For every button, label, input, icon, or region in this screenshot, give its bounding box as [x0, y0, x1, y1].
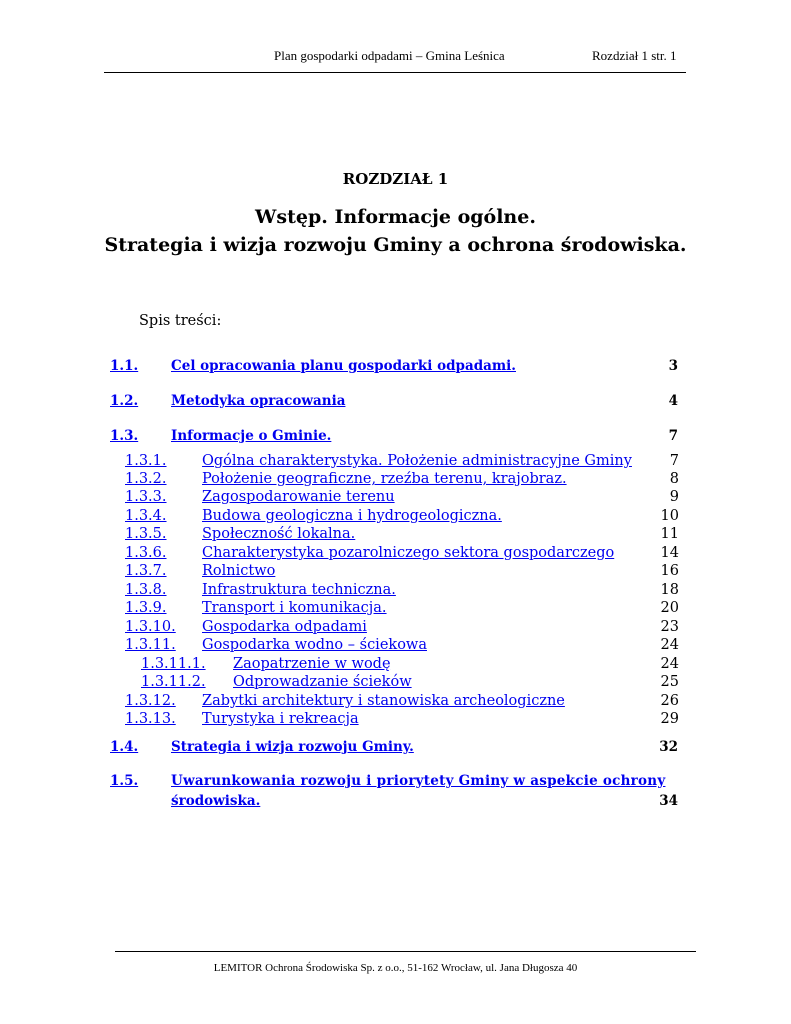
toc-entry-number[interactable]: 1.3.2. — [125, 471, 167, 487]
toc-entry-link[interactable]: Społeczność lokalna. — [202, 526, 356, 542]
toc-entry-link[interactable]: Infrastruktura techniczna. — [202, 582, 396, 598]
toc-entry-page: 7 — [668, 428, 678, 444]
toc-entry-link[interactable]: Gospodarka wodno – ściekowa — [202, 637, 427, 653]
toc-entry-page: 24 — [660, 637, 679, 653]
toc-entry-link[interactable]: Położenie geograficzne, rzeźba terenu, krajobraz. — [202, 471, 567, 487]
toc-entry-page: 24 — [660, 656, 679, 672]
toc-entry-page: 16 — [660, 563, 679, 579]
toc-entry-page: 14 — [660, 545, 679, 561]
toc-entry-page: 20 — [660, 600, 679, 616]
toc-entry-number[interactable]: 1.3.12. — [125, 693, 176, 709]
toc-entry-number[interactable]: 1.1. — [110, 358, 139, 374]
page-title-line-1: Wstęp. Informacje ogólne. — [255, 206, 536, 228]
toc-entry-page: 10 — [660, 508, 679, 524]
toc-entry-link[interactable]: Ogólna charakterystyka. Położenie administracyjne Gminy — [202, 453, 632, 469]
toc-entry-number[interactable]: 1.3.5. — [125, 526, 167, 542]
running-header-page: Rozdział 1 str. 1 — [592, 48, 677, 63]
footer-rule — [115, 951, 696, 952]
toc-entry-link[interactable]: Budowa geologiczna i hydrogeologiczna. — [202, 508, 502, 524]
toc-entry-link[interactable]: Zabytki architektury i stanowiska archeologiczne — [202, 693, 565, 709]
toc-entry-number[interactable]: 1.3.11.2. — [141, 674, 206, 690]
toc-entry-number[interactable]: 1.3.13. — [125, 711, 176, 727]
running-header-title: Plan gospodarki odpadami – Gmina Leśnica — [274, 48, 505, 63]
toc-entry-link[interactable]: Zaopatrzenie w wodę — [233, 656, 391, 672]
toc-entry-number[interactable]: 1.3.11.1. — [141, 656, 206, 672]
toc-entry-link[interactable]: Zagospodarowanie terenu — [202, 489, 395, 505]
toc-entry-link[interactable]: Metodyka opracowania — [171, 393, 346, 409]
toc-entry-link[interactable]: Transport i komunikacja. — [202, 600, 387, 616]
page-footer: LEMITOR Ochrona Środowiska Sp. z o.o., 51-162 Wrocław, ul. Jana Długosza 40 — [213, 962, 578, 974]
toc-entry-page: 9 — [669, 489, 679, 505]
toc-entry-number[interactable]: 1.3.1. — [125, 453, 167, 469]
toc-entry-number[interactable]: 1.4. — [110, 739, 139, 755]
toc-entry-link[interactable]: Strategia i wizja rozwoju Gminy. — [171, 739, 414, 755]
toc-entry-link[interactable]: Cel opracowania planu gospodarki odpadami. — [171, 358, 516, 374]
toc-entry-page: 26 — [660, 693, 679, 709]
toc-entry-page: 8 — [669, 471, 679, 487]
toc-entry-page: 4 — [668, 393, 678, 409]
toc-entry-number[interactable]: 1.3.6. — [125, 545, 167, 561]
toc-entry-page: 32 — [659, 739, 678, 755]
toc-label: Spis treści: — [139, 313, 222, 329]
toc-entry-page: 11 — [660, 526, 679, 542]
toc-entry-page: 34 — [659, 793, 678, 809]
toc-entry-link[interactable]: Rolnictwo — [202, 563, 276, 579]
toc-entry-page: 23 — [660, 619, 679, 635]
header-rule — [104, 72, 686, 73]
toc-entry-link[interactable]: Gospodarka odpadami — [202, 619, 367, 635]
toc-entry-link[interactable]: Uwarunkowania rozwoju i priorytety Gminy w aspekcie ochrony — [171, 773, 666, 789]
toc-entry-link[interactable]: Charakterystyka pozarolniczego sektora gospodarczego — [202, 545, 615, 561]
toc-entry-page: 18 — [660, 582, 679, 598]
toc-entry-link[interactable]: Turystyka i rekreacja — [202, 711, 359, 727]
toc-entry-number[interactable]: 1.3. — [110, 428, 139, 444]
chapter-heading: ROZDZIAŁ 1 — [342, 170, 449, 188]
toc-entry-page: 25 — [660, 674, 679, 690]
toc-entry-number[interactable]: 1.3.10. — [125, 619, 176, 635]
page-title-line-2: Strategia i wizja rozwoju Gminy a ochrona środowiska. — [104, 234, 687, 256]
toc-entry-link[interactable]: Informacje o Gminie. — [171, 428, 332, 444]
toc-entry-number[interactable]: 1.3.4. — [125, 508, 167, 524]
toc-entry-number[interactable]: 1.3.3. — [125, 489, 167, 505]
toc-entry-number[interactable]: 1.3.8. — [125, 582, 167, 598]
toc-entry-number[interactable]: 1.5. — [110, 773, 139, 789]
toc-entry-number[interactable]: 1.3.11. — [125, 637, 176, 653]
toc-entry-number[interactable]: 1.2. — [110, 393, 139, 409]
toc-entry-page: 3 — [668, 358, 678, 374]
toc-entry-number[interactable]: 1.3.7. — [125, 563, 167, 579]
toc-entry-link[interactable]: Odprowadzanie ścieków — [233, 674, 412, 690]
toc-entry-page: 7 — [669, 453, 679, 469]
toc-entry-link-continuation[interactable]: środowiska. — [171, 793, 261, 809]
toc-entry-number[interactable]: 1.3.9. — [125, 600, 167, 616]
toc-entry-page: 29 — [660, 711, 679, 727]
